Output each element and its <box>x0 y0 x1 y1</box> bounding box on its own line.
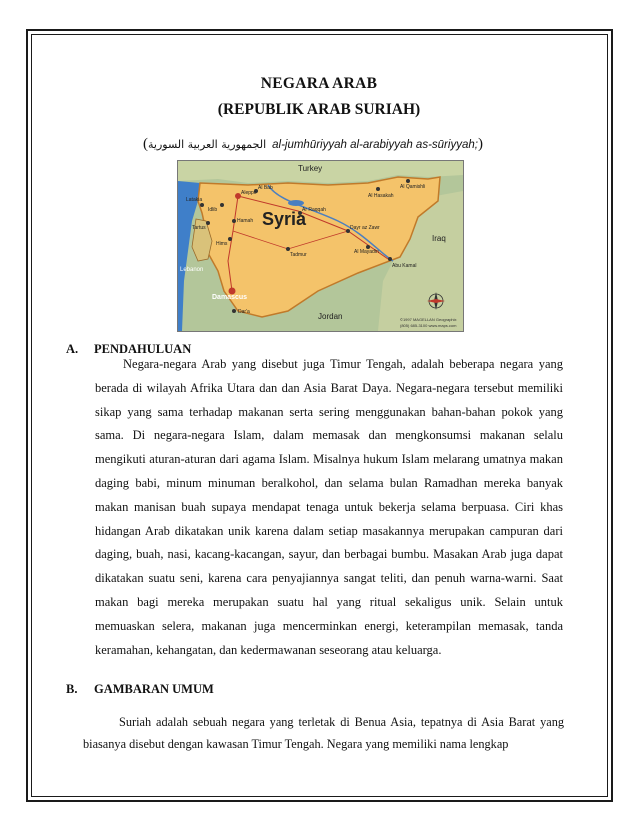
map-city-hamah-marker <box>232 219 236 223</box>
map-label-idlib: Idlib <box>208 207 218 213</box>
map-lake <box>288 200 304 206</box>
map-label-iraq: Iraq <box>432 234 446 243</box>
section-b-heading <box>66 682 214 697</box>
map-label-dayr: Dayr az Zawr <box>350 225 380 231</box>
document-subtitle: (REPUBLIK ARAB SURIAH) <box>217 101 421 118</box>
map-city-latakia-marker <box>200 203 204 207</box>
map-city-tartus-marker <box>206 221 210 225</box>
map-label-raqqah: Ar Raqqah <box>302 207 326 213</box>
native-name-close: ) <box>477 136 483 152</box>
map-label-mayadin: Al Mayadin <box>354 249 379 255</box>
map-label-aleppo: Aleppo <box>241 190 257 196</box>
map-label-turkey: Turkey <box>298 164 323 173</box>
syria-map <box>177 160 464 332</box>
map-label-abukamal: Abu Kamal <box>392 263 417 269</box>
map-city-qamishli-marker <box>406 179 410 183</box>
native-name-open: ( <box>143 136 148 152</box>
map-city-hims-marker <box>228 237 232 241</box>
section-b-number: B. <box>66 682 78 696</box>
section-a-text: Negara-negara Arab yang disebut juga Timur Tengah, adalah beberapa negara yang berada di wilayah Afrika Utara dan dan Asia Barat Daya. Negara-negara tersebut memiliki sikap yang sama terhadap makanan serta sering menggunakan bahan-bahan pokok yang sama. Di negara-negara Islam, dalam memasak dan mengkonsumsi makanan selalu mengikuti aturan-aturan dari agama Islam. Misalnya hukum Islam melarang umatnya makan daging babi, minum minuman beralkohol, dan selama bulan Ramadhan mereka banyak makan manisan buah supaya mendapat tenaga untuk bekerja selama berpuasa. Ciri khas hidangan Arab dikatakan unik karena dalam setiap masakannya merupakan campuran dari daging, buah, nasi, kacang-kacangan, sayur, dan berbagai bumbu. Masakan Arab juga dapat dikatakan suatu seni, karena cara penyajiannya sangat teliti, dan penuh warna-warni. Saat makan bagi mereka merupakan suatu hal yang ritual sekaligus unik. Selain untuk memuaskan selera, makanan juga mencerminkan energi, keterampilan memasak, tanda keramahan, kehangatan, dan kedermawanan seseorang atau keluarga. <box>95 357 563 657</box>
map-label-jordan: Jordan <box>318 312 343 321</box>
native-name-arabic: الجمهورية العربية السورية <box>148 138 267 151</box>
map-label-hasakah: Al Hasakah <box>368 193 394 199</box>
section-a-number: A. <box>66 342 79 356</box>
map-label-qamishli: Al Qamishli <box>400 184 426 190</box>
section-b-paragraph <box>83 712 564 755</box>
map-city-abukamal-marker <box>388 257 392 261</box>
map-label-dara: Dar'a <box>238 309 250 315</box>
map-label-hims: Hims <box>216 241 228 247</box>
section-a-title: PENDAHULUAN <box>94 342 192 356</box>
section-a-paragraph <box>95 353 563 662</box>
section-b-title: GAMBARAN UMUM <box>94 682 214 696</box>
map-credit: ©1997 MAGELLAN Geographix <box>400 317 457 322</box>
section-b-text: Suriah adalah sebuah negara yang terletak di Benua Asia, tepatnya di Asia Barat yang biasanya disebut dengan kawasan Timur Tengah. Negara yang memiliki nama lengkap <box>83 715 564 751</box>
document-title: NEGARA ARAB <box>260 75 378 92</box>
map-city-hasakah-marker <box>376 187 380 191</box>
map-label-bab: Al Bab <box>258 185 273 191</box>
map-label-hamah: Hamah <box>237 218 254 224</box>
map-city-dara-marker <box>232 309 236 313</box>
map-label-damascus: Damascus <box>212 294 248 301</box>
map-credit-contact: (805) 685-3100 www.maps.com <box>400 323 457 328</box>
map-label-latakia: Latakia <box>186 197 203 203</box>
map-city-tadmur-marker <box>286 247 290 251</box>
map-label-lebanon: Lebanon <box>180 267 204 273</box>
map-label-tadmur: Tadmur <box>290 252 307 258</box>
map-label-syria: Syria <box>262 209 307 229</box>
map-city-idlib-marker <box>220 203 224 207</box>
native-name-line <box>143 136 483 153</box>
native-name-transliteration: al-jumhūriyyah al-arabiyyah as-sūriyyah; <box>272 139 478 151</box>
map-label-tartus: Tartus <box>192 225 206 231</box>
